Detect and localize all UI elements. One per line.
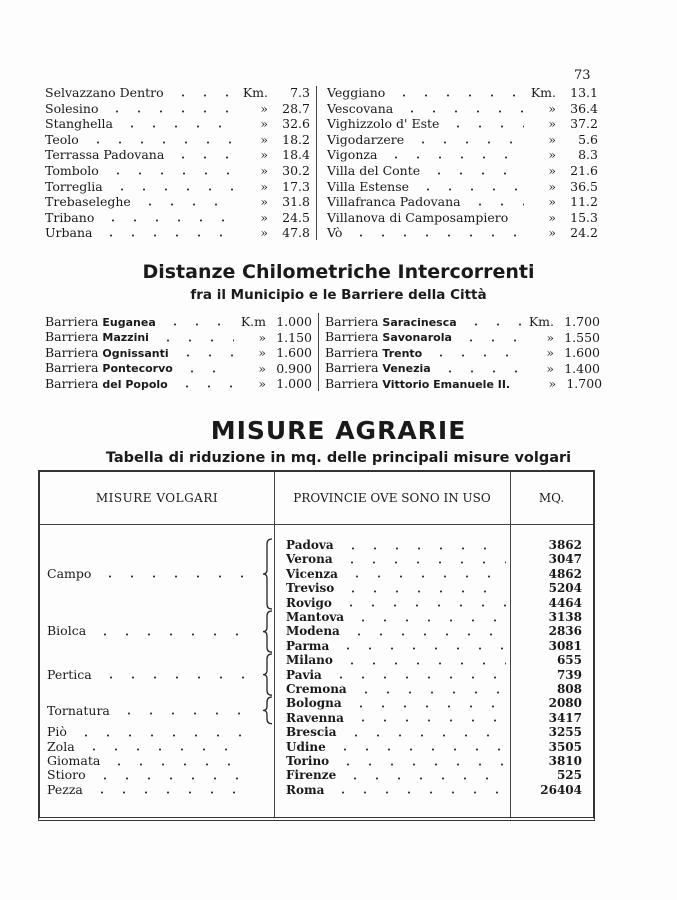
province-name: Bologna (286, 696, 342, 711)
town-name: Vigonza (327, 147, 378, 163)
leader-dots (108, 763, 246, 766)
distance-unit: » (546, 345, 554, 361)
distance-unit: » (260, 178, 268, 194)
province-name: Pavia (286, 667, 322, 682)
province-mq: 5204 (548, 581, 582, 596)
town-name: Urbana (45, 225, 93, 241)
leader-dots (465, 323, 522, 326)
town-row (327, 101, 598, 116)
measure-name: Zola (47, 738, 75, 754)
town-row (45, 163, 310, 178)
leader-dots (177, 354, 234, 357)
leader-dots (348, 633, 506, 636)
brace-icon (262, 696, 274, 725)
barrier-row (325, 330, 600, 345)
province-name: Brescia (286, 725, 337, 740)
distance-unit: » (548, 116, 556, 132)
leader-dots (428, 172, 524, 175)
distance-km: 18.4 (282, 147, 310, 163)
distance-km: 1.000 (276, 314, 312, 329)
town-row (327, 132, 598, 147)
leader-dots (337, 763, 506, 766)
leader-dots (430, 354, 522, 357)
measure-name: Tornatura (47, 702, 110, 718)
province-mq: 3417 (548, 710, 582, 725)
distance-km: 21.6 (570, 163, 598, 178)
distance-unit: » (548, 131, 556, 147)
distance-unit: Km. (242, 85, 268, 100)
distance-unit: » (258, 345, 266, 361)
leader-dots (107, 172, 236, 175)
measure-row (47, 768, 252, 782)
province-name: Roma (286, 782, 325, 797)
province-mq: 3047 (548, 552, 582, 567)
distance-km: 36.4 (570, 100, 598, 116)
column-divider (316, 86, 317, 240)
province-mq: 3810 (548, 754, 582, 768)
province-mq: 2080 (548, 696, 582, 711)
province-name: Mantova (286, 610, 345, 624)
barrier-name: Euganea (102, 315, 156, 329)
leader-dots (332, 791, 500, 794)
town-row (45, 132, 310, 147)
distance-unit: » (260, 209, 268, 225)
barrier-row (325, 375, 603, 392)
leader-dots (350, 705, 506, 708)
leader-dots (83, 748, 246, 751)
distance-km: 0.900 (276, 360, 312, 376)
leader-dots (181, 370, 234, 373)
barrier-label (325, 314, 457, 330)
town-name: Selvazzano Dentro (45, 85, 164, 100)
town-row (45, 85, 310, 100)
province-mq: 4862 (548, 566, 582, 581)
misure-subtitle: Tabella di riduzione in mq. delle principali misure volgari (105, 450, 572, 466)
province-mq: 525 (556, 768, 582, 783)
distance-km: 13.1 (570, 85, 598, 100)
distance-km: 5.6 (578, 131, 598, 147)
leader-dots (345, 734, 507, 737)
leader-dots (401, 110, 524, 113)
leader-dots (341, 561, 506, 564)
town-name: Vighizzolo d' Este (327, 116, 440, 132)
town-row (327, 85, 598, 100)
barrier-name: Saracinesca (382, 315, 457, 329)
barrier-label (45, 376, 168, 392)
distance-unit: » (548, 194, 556, 210)
province-name: Milano (286, 653, 333, 668)
barrier-prefix: Barriera (45, 375, 99, 391)
distance-km: 37.2 (570, 116, 598, 132)
leader-dots (350, 234, 524, 237)
leader-dots (330, 676, 506, 679)
barrier-name: Venezia (382, 362, 431, 376)
barrier-label (45, 314, 156, 330)
distance-km: 1.700 (564, 314, 600, 329)
province-row (286, 567, 582, 581)
barrier-prefix: Barriera (325, 344, 379, 360)
page-number: 73 (574, 68, 591, 83)
leader-dots (393, 94, 524, 97)
town-name: Solesino (45, 100, 99, 116)
barrier-prefix: Barriera (325, 375, 379, 391)
distance-unit: » (258, 360, 266, 376)
leader-dots (106, 110, 236, 113)
leader-dots (118, 712, 246, 715)
measure-row (47, 725, 252, 739)
town-row (327, 225, 598, 240)
town-row (45, 225, 310, 240)
leader-dots (111, 188, 236, 191)
distance-km: 1.550 (564, 329, 600, 345)
leader-dots (352, 619, 506, 622)
distance-unit: » (260, 163, 268, 178)
leader-dots (417, 188, 524, 191)
barrier-label (325, 376, 510, 392)
header-misure-volgari: MISURE VOLGARI (95, 491, 219, 505)
province-row (286, 538, 582, 552)
town-row (45, 101, 310, 116)
brace-icon (262, 610, 274, 653)
barrier-row (325, 361, 600, 376)
province-row (286, 768, 582, 782)
measure-row (47, 754, 252, 768)
barrier-row (325, 345, 600, 360)
leader-dots (342, 590, 506, 593)
leader-dots (164, 323, 234, 326)
town-name: Trebaseleghe (45, 194, 131, 210)
leader-dots (439, 370, 522, 373)
leader-dots (469, 203, 524, 206)
province-row (286, 711, 582, 725)
distance-unit: » (548, 178, 556, 194)
barrier-row (45, 361, 312, 376)
province-mq: 3081 (548, 638, 582, 653)
distances-subtitle: fra il Municipio e le Barriere della Città (190, 287, 487, 303)
town-row (327, 163, 598, 178)
town-row (45, 116, 310, 131)
distance-unit: » (260, 147, 268, 163)
distance-km: 11.2 (570, 194, 598, 210)
leader-dots (342, 547, 506, 550)
measure-row (47, 668, 252, 682)
distance-unit: » (548, 376, 557, 392)
leader-dots (412, 141, 524, 144)
barrier-name: Vittorio Emanuele II. (382, 377, 511, 391)
town-row (45, 179, 310, 194)
leader-dots (337, 647, 506, 650)
town-row (327, 179, 598, 194)
province-mq: 3138 (548, 610, 582, 624)
header-rule (40, 524, 593, 525)
barrier-name: Savonarola (382, 331, 452, 345)
distance-km: 1.700 (566, 376, 603, 392)
leader-dots (346, 575, 506, 578)
distance-km: 1.600 (276, 345, 312, 361)
leader-dots (172, 94, 236, 97)
distance-km: 1.000 (276, 376, 312, 392)
distance-unit: » (546, 329, 554, 345)
barrier-name: Mazzini (102, 331, 149, 345)
town-row (327, 194, 598, 209)
distance-unit: » (258, 376, 266, 392)
leader-dots (352, 719, 506, 722)
leader-dots (385, 156, 524, 159)
brace-icon (262, 538, 274, 610)
province-name: Ravenna (286, 710, 344, 725)
town-name: Villa del Conte (327, 163, 421, 178)
leader-dots (75, 734, 246, 737)
province-row (286, 754, 582, 768)
distance-unit: » (548, 100, 556, 116)
leader-dots (518, 385, 524, 388)
province-name: Udine (286, 739, 326, 754)
province-mq: 26404 (540, 782, 582, 797)
distance-unit: » (260, 116, 268, 132)
barrier-prefix: Barriera (45, 360, 99, 376)
town-row (327, 147, 598, 162)
leader-dots (94, 777, 246, 780)
leader-dots (139, 203, 236, 206)
province-row (286, 552, 582, 566)
province-row (286, 740, 582, 754)
town-name: Villanova di Camposampiero (327, 209, 509, 225)
province-mq: 3255 (548, 725, 582, 740)
measure-name: Piò (47, 724, 67, 740)
province-name: Verona (286, 552, 333, 567)
town-name: Villafranca Padovana (327, 194, 461, 210)
province-row (286, 668, 582, 682)
measure-name: Pertica (47, 666, 92, 682)
leader-dots (87, 141, 236, 144)
town-name: Stanghella (45, 116, 113, 132)
distance-unit: » (548, 147, 556, 163)
leader-dots (340, 604, 506, 607)
province-name: Padova (286, 538, 334, 552)
province-row (286, 624, 582, 638)
town-name: Vigodarzere (327, 131, 405, 147)
brace-icon (262, 653, 274, 696)
distance-unit: » (260, 225, 268, 241)
distance-km: 36.5 (570, 178, 598, 194)
distance-km: 18.2 (282, 131, 310, 147)
measure-row (47, 567, 252, 581)
distance-km: 17.3 (282, 178, 310, 194)
province-name: Rovigo (286, 595, 332, 610)
distances-title: Distanze Chilometriche Intercorrenti (142, 261, 535, 283)
town-name: Vò (327, 225, 343, 241)
distance-km: 31.8 (282, 194, 310, 210)
province-name: Treviso (286, 581, 335, 596)
province-mq: 4464 (548, 595, 582, 610)
barriers-divider (318, 313, 319, 391)
province-mq: 3862 (548, 538, 582, 552)
measure-name: Giomata (47, 753, 101, 768)
province-name: Parma (286, 638, 330, 653)
measure-row (47, 740, 252, 754)
barrier-row (45, 376, 312, 391)
measure-name: Pezza (47, 781, 83, 797)
barrier-row (45, 330, 312, 345)
town-name: Torreglia (45, 178, 103, 194)
province-name: Torino (286, 754, 330, 768)
leader-dots (460, 339, 522, 342)
barrier-label (325, 345, 422, 361)
distance-km: 1.400 (564, 360, 600, 376)
distance-unit: » (546, 360, 554, 376)
leader-dots (157, 339, 234, 342)
town-name: Terrassa Padovana (45, 147, 165, 163)
distance-unit: » (260, 194, 268, 210)
barrier-name: Trento (382, 346, 423, 360)
town-row (327, 210, 598, 225)
province-row (286, 596, 582, 610)
town-name: Vescovana (327, 100, 394, 116)
province-row (286, 725, 582, 739)
distance-km: 7.3 (290, 85, 310, 100)
province-mq: 808 (556, 682, 582, 696)
misure-title: MISURE AGRARIE (210, 416, 467, 445)
province-name: Firenze (286, 768, 337, 783)
distance-unit: » (548, 225, 556, 241)
distance-unit: » (258, 329, 266, 345)
barrier-label (325, 360, 431, 376)
leader-dots (341, 662, 506, 665)
barrier-row (45, 314, 312, 329)
measure-row (47, 704, 252, 718)
header-provincie: PROVINCIE OVE SONO IN USO (293, 491, 491, 505)
measure-name: Stioro (47, 767, 86, 783)
distance-km: 15.3 (570, 209, 598, 225)
barrier-label (45, 345, 169, 361)
distance-km: 32.6 (282, 116, 310, 132)
distance-km: 47.8 (282, 225, 310, 241)
province-name: Cremona (286, 682, 347, 696)
town-name: Tribano (45, 209, 95, 225)
province-mq: 3505 (548, 739, 582, 754)
leader-dots (121, 125, 236, 128)
barrier-prefix: Barriera (325, 329, 379, 345)
distance-km: 24.5 (282, 209, 310, 225)
leader-dots (355, 691, 506, 694)
barrier-label (45, 329, 149, 345)
distance-unit: » (260, 131, 268, 147)
barrier-prefix: Barriera (45, 329, 99, 345)
barrier-name: Pontecorvo (102, 362, 173, 376)
barrier-row (45, 345, 312, 360)
barrier-prefix: Barriera (325, 360, 379, 376)
town-row (45, 210, 310, 225)
distance-km: 1.150 (276, 329, 312, 345)
distance-km: 30.2 (282, 163, 310, 178)
province-row (286, 639, 582, 653)
province-mq: 655 (556, 653, 582, 668)
distance-km: 28.7 (282, 100, 310, 116)
leader-dots (91, 791, 246, 794)
province-name: Modena (286, 624, 340, 639)
barrier-prefix: Barriera (45, 313, 99, 329)
leader-dots (94, 633, 246, 636)
distance-unit: » (260, 100, 268, 116)
town-row (327, 116, 598, 131)
province-row (286, 653, 582, 667)
header-mq: MQ. (538, 491, 565, 505)
leader-dots (102, 219, 236, 222)
town-row (45, 194, 310, 209)
distance-km: 8.3 (578, 147, 598, 163)
measure-name: Biolca (47, 623, 87, 639)
barrier-label (325, 329, 452, 345)
distance-unit: K.m (240, 314, 266, 329)
province-mq: 2836 (548, 624, 582, 639)
leader-dots (100, 676, 246, 679)
misure-table (38, 470, 595, 821)
province-row (286, 682, 582, 696)
barrier-name: Ognissanti (102, 346, 169, 360)
province-row (286, 783, 582, 797)
barrier-row (325, 314, 600, 329)
distance-unit: Km. (528, 314, 554, 329)
province-row (286, 610, 582, 624)
province-row (286, 696, 582, 710)
town-row (45, 147, 310, 162)
province-name: Vicenza (286, 566, 338, 581)
leader-dots (100, 234, 236, 237)
barrier-label (45, 360, 173, 376)
province-mq: 739 (556, 667, 582, 682)
leader-dots (172, 156, 236, 159)
leader-dots (99, 575, 246, 578)
barrier-prefix: Barriera (45, 344, 99, 360)
town-name: Teolo (45, 131, 79, 147)
barrier-name: del Popolo (102, 377, 168, 391)
distance-unit: » (548, 163, 556, 178)
distance-unit: Km. (530, 85, 556, 100)
leader-dots (344, 777, 506, 780)
town-name: Villa Estense (327, 178, 410, 194)
measure-name: Campo (47, 565, 92, 581)
town-name: Veggiano (327, 85, 386, 100)
province-row (286, 581, 582, 595)
leader-dots (176, 385, 234, 388)
barrier-prefix: Barriera (325, 313, 379, 329)
distance-unit: » (548, 209, 556, 225)
leader-dots (334, 748, 506, 751)
town-name: Tombolo (45, 163, 99, 178)
distance-km: 24.2 (570, 225, 598, 241)
leader-dots (516, 219, 524, 222)
leader-dots (447, 125, 524, 128)
distance-km: 1.600 (564, 345, 600, 361)
measure-row (47, 783, 252, 797)
measure-row (47, 624, 252, 638)
